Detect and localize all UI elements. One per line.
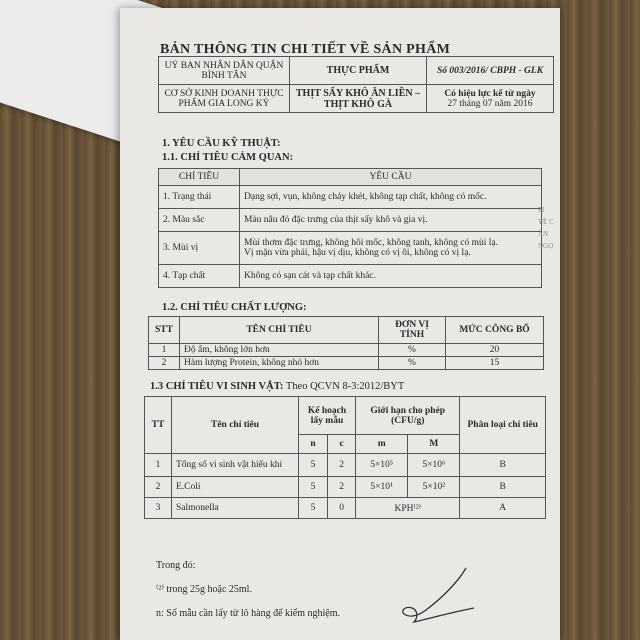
micro-name: E.Coli (172, 477, 299, 498)
header-table (158, 56, 554, 113)
table-row (159, 209, 542, 232)
micro-c: 2 (328, 477, 356, 498)
quality-level: 15 (446, 357, 544, 370)
micro-tt: 1 (145, 454, 172, 477)
table-row (149, 344, 544, 357)
header-effective (427, 85, 554, 113)
header-effective-label: Có hiệu lực kể từ ngày (444, 88, 536, 99)
stamp-fragment: YỀ C (538, 218, 554, 226)
sensory-name: 1. Trạng thái (159, 186, 240, 209)
stamp-fragment: NGỌ (538, 242, 554, 250)
table-row (159, 232, 542, 265)
sensory-col-requirement: YÊU CẦU (240, 169, 542, 186)
quality-level: 20 (446, 344, 544, 357)
micro-name: Tổng số vi sinh vật hiếu khí (172, 454, 299, 477)
micro-tt: 2 (145, 477, 172, 498)
micro-sub-m: m (356, 435, 408, 454)
micro-sub-n: n (299, 435, 328, 454)
table-row (149, 357, 544, 370)
micro-class: B (460, 454, 546, 477)
sensory-name: 2. Màu sắc (159, 209, 240, 232)
note-2: ⁽²⁾ trong 25g hoặc 25ml. (156, 584, 252, 595)
document-title: BẢN THÔNG TIN CHI TIẾT VỀ SẢN PHẨM (160, 42, 451, 57)
stamp-fragment: PI (538, 206, 545, 214)
quality-col-name: TÊN CHỈ TIÊU (180, 317, 379, 344)
signature-mark (388, 564, 478, 628)
micro-col-name: Tên chỉ tiêu (172, 397, 299, 454)
micro-limit: KPH⁽²⁾ (356, 498, 460, 519)
table-row (159, 265, 542, 288)
stamp-fragments (538, 204, 554, 252)
section-1-3-ref: Theo QCVN 8-3:2012/BYT (285, 381, 405, 392)
sensory-table (158, 168, 542, 288)
header-type: THỰC PHẨM (290, 57, 427, 85)
stamp-fragment: ẦN (538, 230, 549, 238)
micro-M: 5×10² (408, 477, 460, 498)
micro-c: 2 (328, 454, 356, 477)
sensory-req (240, 232, 542, 265)
section-1: 1. YÊU CẦU KỸ THUẬT: (162, 138, 281, 149)
micro-name: Salmonella (172, 498, 299, 519)
notes-intro: Trong đó: (156, 560, 196, 571)
sensory-req: Màu nâu đỏ đặc trưng của thịt sấy khô và gia vị. (240, 209, 542, 232)
micro-n: 5 (299, 454, 328, 477)
header-effective-date: 27 tháng 07 năm 2016 (447, 98, 533, 109)
quality-col-unit: ĐƠN VỊ TÍNH (379, 317, 446, 344)
table-row (159, 186, 542, 209)
sensory-req-line2: Vị mặn vừa phải, hậu vị dịu, không có vị ôi, không có vị lạ. (244, 248, 471, 258)
micro-col-class: Phân loại chỉ tiêu (460, 397, 546, 454)
micro-M: 5×10⁶ (408, 454, 460, 477)
table-row (145, 498, 546, 519)
micro-col-plan: Kế hoạch lấy mẫu (299, 397, 356, 435)
micro-class: B (460, 477, 546, 498)
quality-col-stt: STT (149, 317, 180, 344)
micro-sub-c: c (328, 435, 356, 454)
section-1-3: 1.3 CHỈ TIÊU VI SINH VẬT: (150, 381, 284, 392)
sensory-req: Dạng sợi, vụn, không cháy khét, không tạp chất, không có mốc. (240, 186, 542, 209)
sensory-name: 4. Tạp chất (159, 265, 240, 288)
micro-col-limit: Giới hạn cho phép (CFU/g) (356, 397, 460, 435)
header-org1: UỶ BAN NHÂN DÂN QUẬN BÌNH TÂN (159, 57, 290, 85)
micro-n: 5 (299, 498, 328, 519)
quality-unit: % (379, 344, 446, 357)
micro-n: 5 (299, 477, 328, 498)
sensory-name: 3. Mùi vị (159, 232, 240, 265)
table-row (145, 477, 546, 498)
micro-col-tt: TT (145, 397, 172, 454)
sensory-req: Không có sạn cát và tạp chất khác. (240, 265, 542, 288)
note-n: n: Số mẫu cần lấy từ lô hàng để kiểm nghiệm. (156, 608, 340, 619)
header-number: Số 003/2016/ CBPH - GLK (427, 57, 554, 85)
micro-sub-M: M (408, 435, 460, 454)
micro-c: 0 (328, 498, 356, 519)
table-row (145, 454, 546, 477)
header-org2: CƠ SỞ KINH DOANH THỰC PHẨM GIA LONG KỲ (159, 85, 290, 113)
section-1-3-line (150, 381, 404, 392)
quality-table (148, 316, 544, 370)
micro-m: 5×10⁵ (356, 454, 408, 477)
section-1-1: 1.1. CHỈ TIÊU CẢM QUAN: (162, 152, 294, 163)
quality-name: Hàm lượng Protein, không nhỏ hơn (180, 357, 379, 370)
section-1-2: 1.2. CHỈ TIÊU CHẤT LƯỢNG: (162, 302, 307, 313)
quality-unit: % (379, 357, 446, 370)
quality-stt: 2 (149, 357, 180, 370)
quality-name: Độ ẩm, không lớn hơn (180, 344, 379, 357)
micro-table (144, 396, 546, 519)
header-product: THỊT SẤY KHÔ ĂN LIỀN – THỊT KHÔ GÀ (290, 85, 427, 113)
sensory-req-line1: Mùi thơm đặc trưng, không hôi mốc, không tanh, không có mùi lạ. (244, 238, 498, 248)
quality-stt: 1 (149, 344, 180, 357)
micro-tt: 3 (145, 498, 172, 519)
micro-class: A (460, 498, 546, 519)
sensory-col-criteria: CHỈ TIÊU (159, 169, 240, 186)
document-page (120, 8, 560, 640)
micro-m: 5×10¹ (356, 477, 408, 498)
quality-col-level: MỨC CÔNG BỐ (446, 317, 544, 344)
